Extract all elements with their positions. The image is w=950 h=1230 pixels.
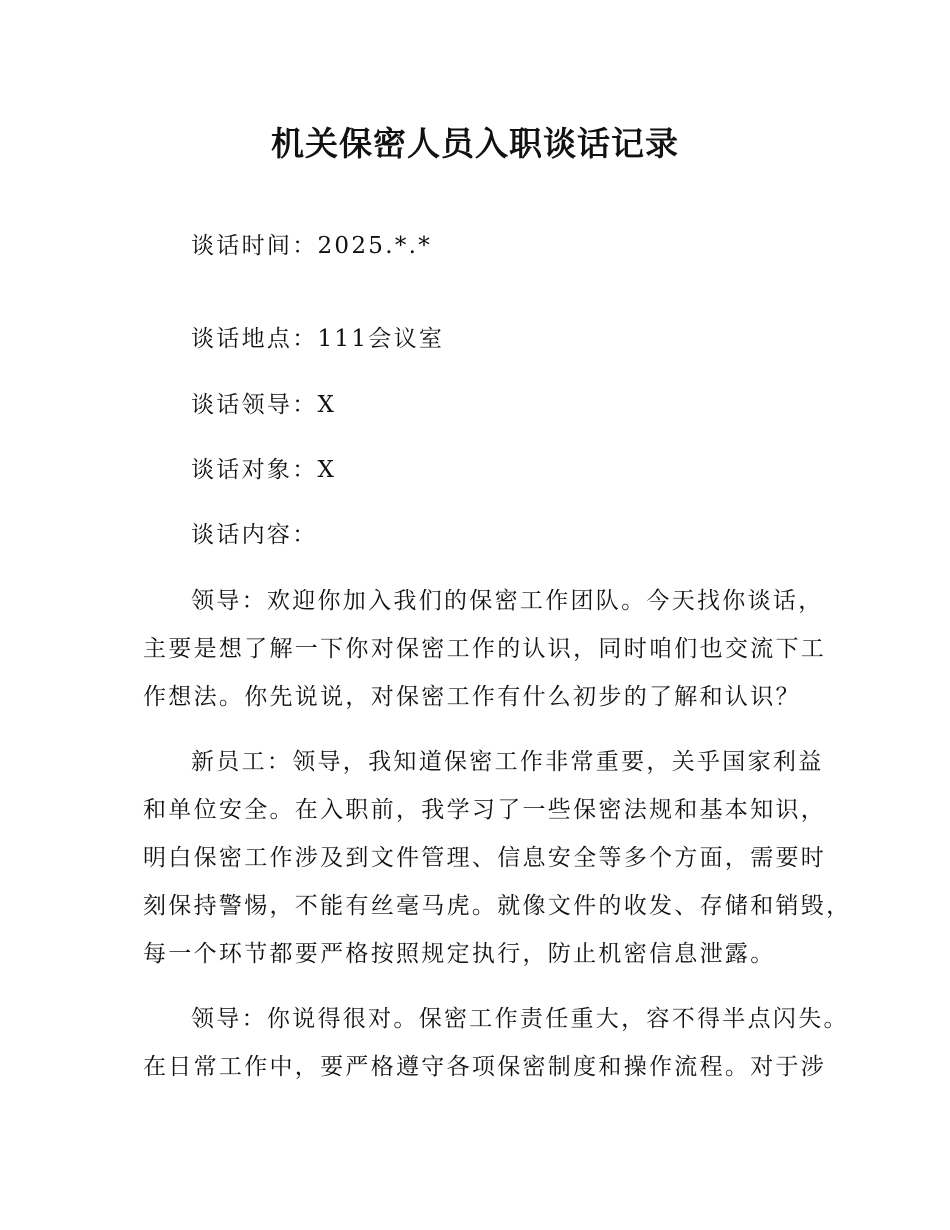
paragraph-line: 主要是想了解一下你对保密工作的认识，同时咱们也交流下工 xyxy=(143,636,827,662)
paragraph-line: 每一个环节都要严格按照规定执行，防止机密信息泄露。 xyxy=(143,941,776,967)
paragraph-line: 在日常工作中，要严格遵守各项保密制度和操作流程。对于涉 xyxy=(143,1054,827,1080)
meta-time: 谈话时间：2025.*.* xyxy=(191,233,433,259)
paragraph-line: 明白保密工作涉及到文件管理、信息安全等多个方面，需要时 xyxy=(143,845,827,871)
paragraph-line: 领导：欢迎你加入我们的保密工作团队。今天找你谈话， xyxy=(191,588,824,614)
meta-leader: 谈话领导：X xyxy=(191,392,337,418)
meta-subject: 谈话对象：X xyxy=(191,457,337,483)
paragraph-line: 新员工：领导，我知道保密工作非常重要，关乎国家利益 xyxy=(191,749,824,775)
meta-location: 谈话地点：111会议室 xyxy=(191,326,445,352)
meta-content-label: 谈话内容： xyxy=(191,522,318,548)
paragraph-line: 领导：你说得很对。保密工作责任重大，容不得半点闪失。 xyxy=(191,1006,849,1032)
paragraph-line: 和单位安全。在入职前，我学习了一些保密法规和基本知识， xyxy=(143,797,827,823)
document-title: 机关保密人员入职谈话记录 xyxy=(271,124,679,163)
paragraph-line: 作想法。你先说说，对保密工作有什么初步的了解和认识？ xyxy=(143,684,801,710)
paragraph-line: 刻保持警惕，不能有丝毫马虎。就像文件的收发、存储和销毁， xyxy=(143,893,852,919)
